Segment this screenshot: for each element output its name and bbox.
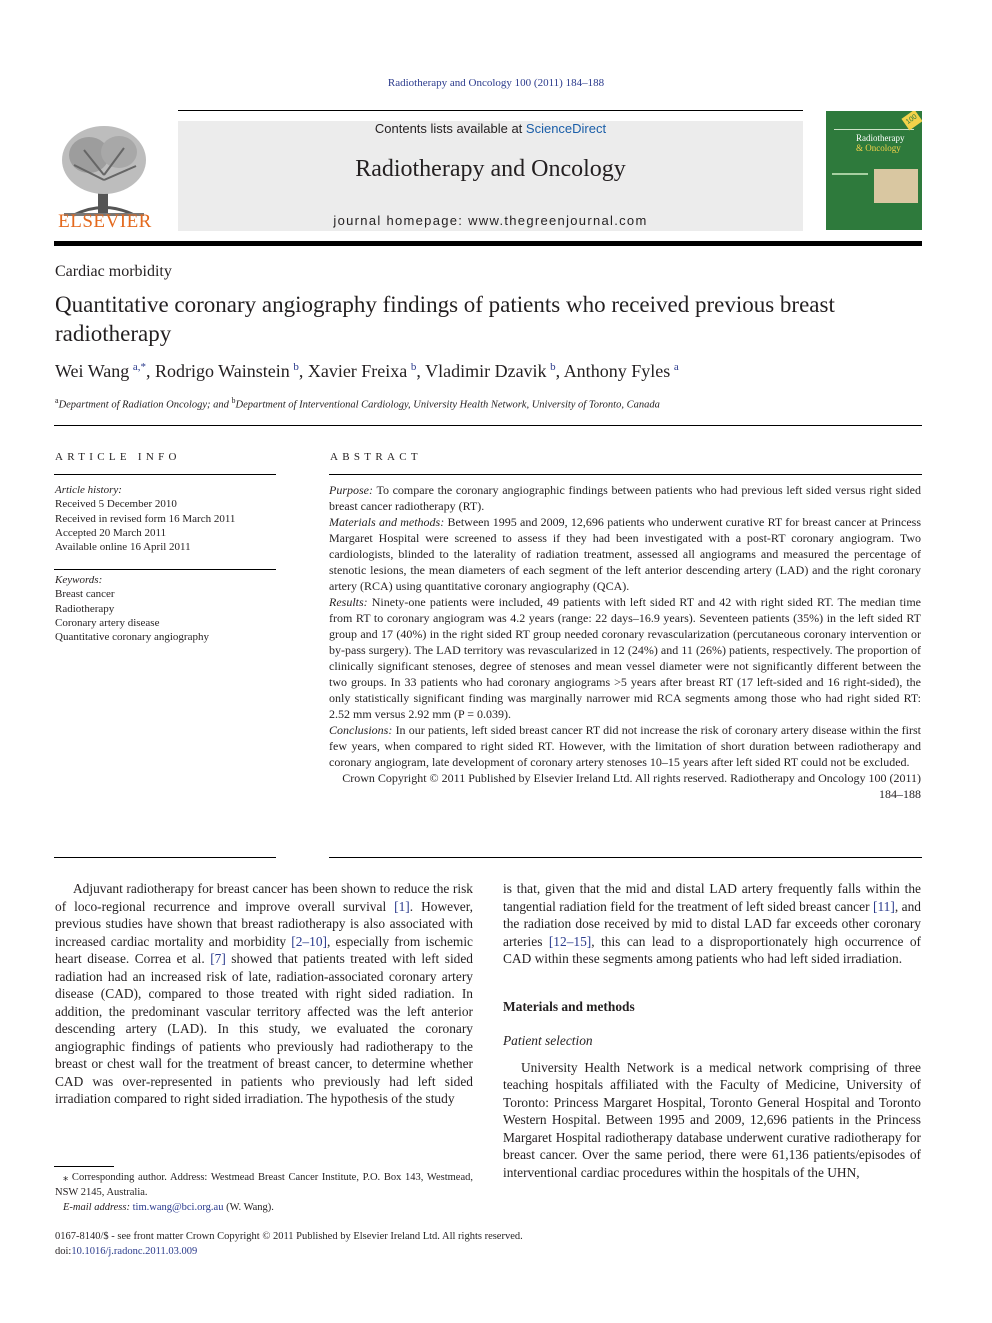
keywords-label: Keywords: — [55, 574, 103, 586]
text-run: showed that patients treated with left sided radiation had an increased risk of late, radiation-associated coronary artery disease (CAD), compared to those treated with right sided radiation. In addition, the predominant vascular territory affected was the left anterior descending artery (LAD). In this study, we evaluated the coronary angiographic findings of patients who previously had radiotherapy to the breast or chest wall for the treatment of breast cancer, to determine whether CAD was over-represented in patients who previously had left sided irradiation compared to right sided irradiation. The hypothesis of the study — [55, 951, 474, 1106]
cover-rule — [834, 129, 914, 130]
author-affiliation-mark[interactable]: b — [410, 361, 417, 373]
text-run: . However, previous studies have shown that breast radiotherapy is also associated with increased cardiac mortality and morbidity — [55, 898, 473, 949]
author-affiliation-mark[interactable]: b — [293, 361, 299, 373]
author-name[interactable]: Rodrigo Wainstein — [155, 361, 290, 381]
author-separator: , — [298, 361, 308, 381]
text-run: is that, given that the mid and distal LAD artery frequently falls within the tangential radiation field for the treatment of left sided breast cancer — [503, 881, 921, 914]
article-info-rule — [54, 569, 276, 570]
citation-link[interactable]: [2–10] — [291, 933, 327, 949]
citation-link[interactable]: [12–15] — [548, 933, 592, 949]
methods-heading: Materials and methods — [503, 998, 635, 1014]
footnote — [55, 1170, 473, 1215]
body-right-column — [503, 880, 921, 1181]
text-run: , especially from ischemic heart disease. Correa et al. — [55, 933, 473, 966]
email-suffix: (W. Wang). — [223, 1202, 274, 1213]
history-item: Received in revised form 16 March 2011 — [55, 512, 236, 525]
keyword-item: Radiotherapy — [55, 602, 115, 615]
abstract-purpose — [329, 482, 921, 514]
elsevier-wordmark: ELSEVIER — [58, 211, 152, 232]
history-item: Received 5 December 2010 — [55, 498, 177, 511]
contents-prefix: Contents lists available at — [374, 121, 526, 136]
conclusions-label: Conclusions: — [329, 723, 393, 737]
issn-line: 0167-8140/$ - see front matter Crown Copyright © 2011 Published by Elsevier Ireland Ltd. All rights reserved. — [55, 1231, 523, 1242]
history-item: Available online 16 April 2011 — [55, 541, 191, 554]
footnote-rule — [54, 1166, 114, 1167]
cover-line — [832, 173, 868, 175]
cover-title-line-1: Radiotherapy — [856, 133, 905, 143]
citation-link[interactable]: [7] — [210, 951, 226, 966]
affiliation-b: Department of Interventional Cardiology, University Health Network, University of Toronto, Canada — [235, 399, 660, 411]
abstract-heading: ABSTRACT — [330, 451, 422, 463]
journal-homepage-link[interactable]: journal homepage: www.thegreenjournal.com — [333, 213, 648, 228]
article-history — [55, 483, 235, 554]
history-item: Accepted 20 March 2011 — [55, 526, 167, 539]
author-affiliation-mark[interactable]: b — [550, 361, 556, 373]
intro-paragraph — [55, 880, 473, 1108]
doi-prefix: doi: — [55, 1245, 72, 1257]
doi-line — [55, 1245, 523, 1260]
corresponding-author-note: ⁎ Corresponding author. Address: Westmead Breast Cancer Institute, P.O. Box 143, Westmead, NSW 2145, Australia. — [55, 1172, 473, 1198]
cover-title — [856, 133, 905, 153]
keywords — [55, 573, 209, 644]
article-info-rule — [54, 857, 276, 858]
header-top-rule — [178, 110, 803, 111]
email-link[interactable]: tim.wang@bci.org.au — [132, 1202, 224, 1213]
author-separator: , — [555, 361, 564, 381]
email-label: E-mail address: — [63, 1202, 133, 1213]
affiliation-a: Department of Radiation Oncology; and — [58, 399, 232, 411]
abstract-rule — [329, 857, 922, 858]
cover-title-line-2: & Oncology — [856, 143, 901, 153]
article-info-heading: ARTICLE INFO — [55, 451, 181, 463]
methods-label: Materials and methods: — [329, 515, 445, 529]
author-list — [55, 361, 679, 382]
doi-link[interactable]: 10.1016/j.radonc.2011.03.009 — [71, 1245, 198, 1257]
author-affiliation-mark[interactable]: a,* — [132, 361, 146, 373]
header-thick-rule — [54, 241, 922, 246]
author-name[interactable]: Vladimir Dzavik — [425, 361, 547, 381]
journal-reference[interactable]: Radiotherapy and Oncology 100 (2011) 184–188 — [387, 77, 605, 89]
affiliations — [55, 396, 660, 411]
abstract-results — [329, 594, 921, 722]
author-affiliation-mark[interactable]: a — [673, 361, 679, 373]
results-text: Ninety-one patients were included, 49 patients with left sided RT and 42 with right sided RT. The median time from RT to coronary angiogram was 4.2 years (range: 22 days–16.9 years). Seventeen patients (35%) in the left sided RT group and 17 (40%) in the right sided RT group needed coronary revascularization (percutaneous coronary intervention or by-pass surgery). The LAD territory was revascularized in 12 (24%) and 11 (26%) patients, respectively. The proportion of clinically significant stenoses, degree of stenoses and mean vessel diameter were not significantly different between the two groups. In 33 patients who had coronary angiograms >5 years after breast RT (17 left-sided and 16 right-sided), the only statistically significant finding was marginally narrower mid RCA segments among those who had right sided RT: 2.52 mm versus 2.92 mm (P = 0.039). — [329, 595, 922, 721]
keyword-item: Breast cancer — [55, 588, 115, 601]
history-label: Article history: — [55, 484, 122, 496]
intro-paragraph-continued — [503, 880, 921, 968]
abstract-copyright: Crown Copyright © 2011 Published by Elsevier Ireland Ltd. All rights reserved. Radiotherapy and Oncology 100 (2011) 184–188 — [342, 771, 921, 801]
abstract-conclusions — [329, 722, 921, 770]
cover-badge: 100 — [901, 111, 922, 130]
contents-line — [178, 121, 803, 136]
keyword-item: Coronary artery disease — [55, 616, 160, 629]
affiliation-mark-b: b — [231, 396, 236, 405]
conclusions-text: In our patients, left sided breast cancer RT did not increase the risk of coronary artery disease within the first few years, when compared to right sided RT. However, with the limitation of short duration between radiotherapy and coronary angiogram, late development of coronary artery stenoses 10–15 years after left sided RT could not be excluded. — [329, 723, 922, 769]
author-name[interactable]: Anthony Fyles — [563, 361, 671, 381]
section-label: Cardiac morbidity — [55, 263, 172, 280]
results-label: Results: — [329, 595, 368, 609]
text-run: , and the radiation dose received by mid to distal LAD far exceeds other coronary arteries — [503, 898, 921, 949]
purpose-text: To compare the coronary angiographic findings between patients who had previous left sided versus right sided breast cancer radiotherapy (RT). — [329, 483, 921, 513]
journal-cover-thumbnail[interactable] — [826, 111, 922, 230]
author-separator: , — [146, 361, 155, 381]
cover-photo — [874, 169, 918, 203]
author-separator: , — [416, 361, 426, 381]
citation-link[interactable]: [1] — [394, 898, 410, 914]
article-title: Quantitative coronary angiography findings of patients who received previous breast radiotherapy — [55, 292, 835, 346]
abstract-rule — [329, 474, 922, 475]
patient-selection-heading: Patient selection — [503, 1033, 593, 1048]
abstract-methods — [329, 514, 921, 594]
keyword-item: Quantitative coronary angiography — [55, 631, 209, 644]
sciencedirect-link[interactable]: ScienceDirect — [525, 121, 607, 136]
journal-title: Radiotherapy and Oncology — [355, 156, 626, 182]
author-name[interactable]: Wei Wang — [55, 361, 130, 381]
email-note — [55, 1200, 473, 1215]
affiliation-rule — [54, 425, 922, 426]
patient-selection-paragraph: University Health Network is a medical network comprising of three teaching hospitals affiliated with the Faculty of Medicine, University of Toronto: Princess Margaret Hospital, Toronto General Hospital and Toronto Western Hospital. Between 1995 and 2009, 12,696 patients in the Princess Margaret Hospital radiotherapy database underwent curative radiotherapy for breast cancer. Over the same period, there were 61,136 patients/episodes of interventional cardiac procedures within the hospitals of the UHN, — [503, 1059, 921, 1180]
purpose-label: Purpose: — [329, 483, 373, 497]
author-name[interactable]: Xavier Freixa — [307, 361, 408, 381]
citation-link[interactable]: [11] — [873, 898, 895, 914]
abstract-body — [329, 482, 921, 802]
text-run: Adjuvant radiotherapy for breast cancer has been shown to reduce the risk of loco-regional recurrence and improve overall survival — [55, 881, 473, 914]
affiliation-mark-a: a — [55, 396, 59, 405]
front-matter-footer — [55, 1230, 523, 1259]
text-run: , this can lead to a disproportionately high occurrence of CAD within these segments among patients who had left sided irradiation. — [503, 933, 921, 966]
body-left-column — [55, 880, 473, 1108]
article-info-rule — [54, 474, 276, 475]
methods-text: Between 1995 and 2009, 12,696 patients who underwent curative RT for breast cancer at Princess Margaret Hospital were screened to assess if they had been investigated with a post-RT coronary angiogram. Two cardiologists, blinded to the laterality of radiation treatment, assessed all angiograms and measured the percentage of stenotic lesions, the mean diameters of each segment of the left anterior descending artery (LAD) and the right coronary artery (RCA) using quantitative coronary angiography (QCA). — [329, 515, 921, 593]
